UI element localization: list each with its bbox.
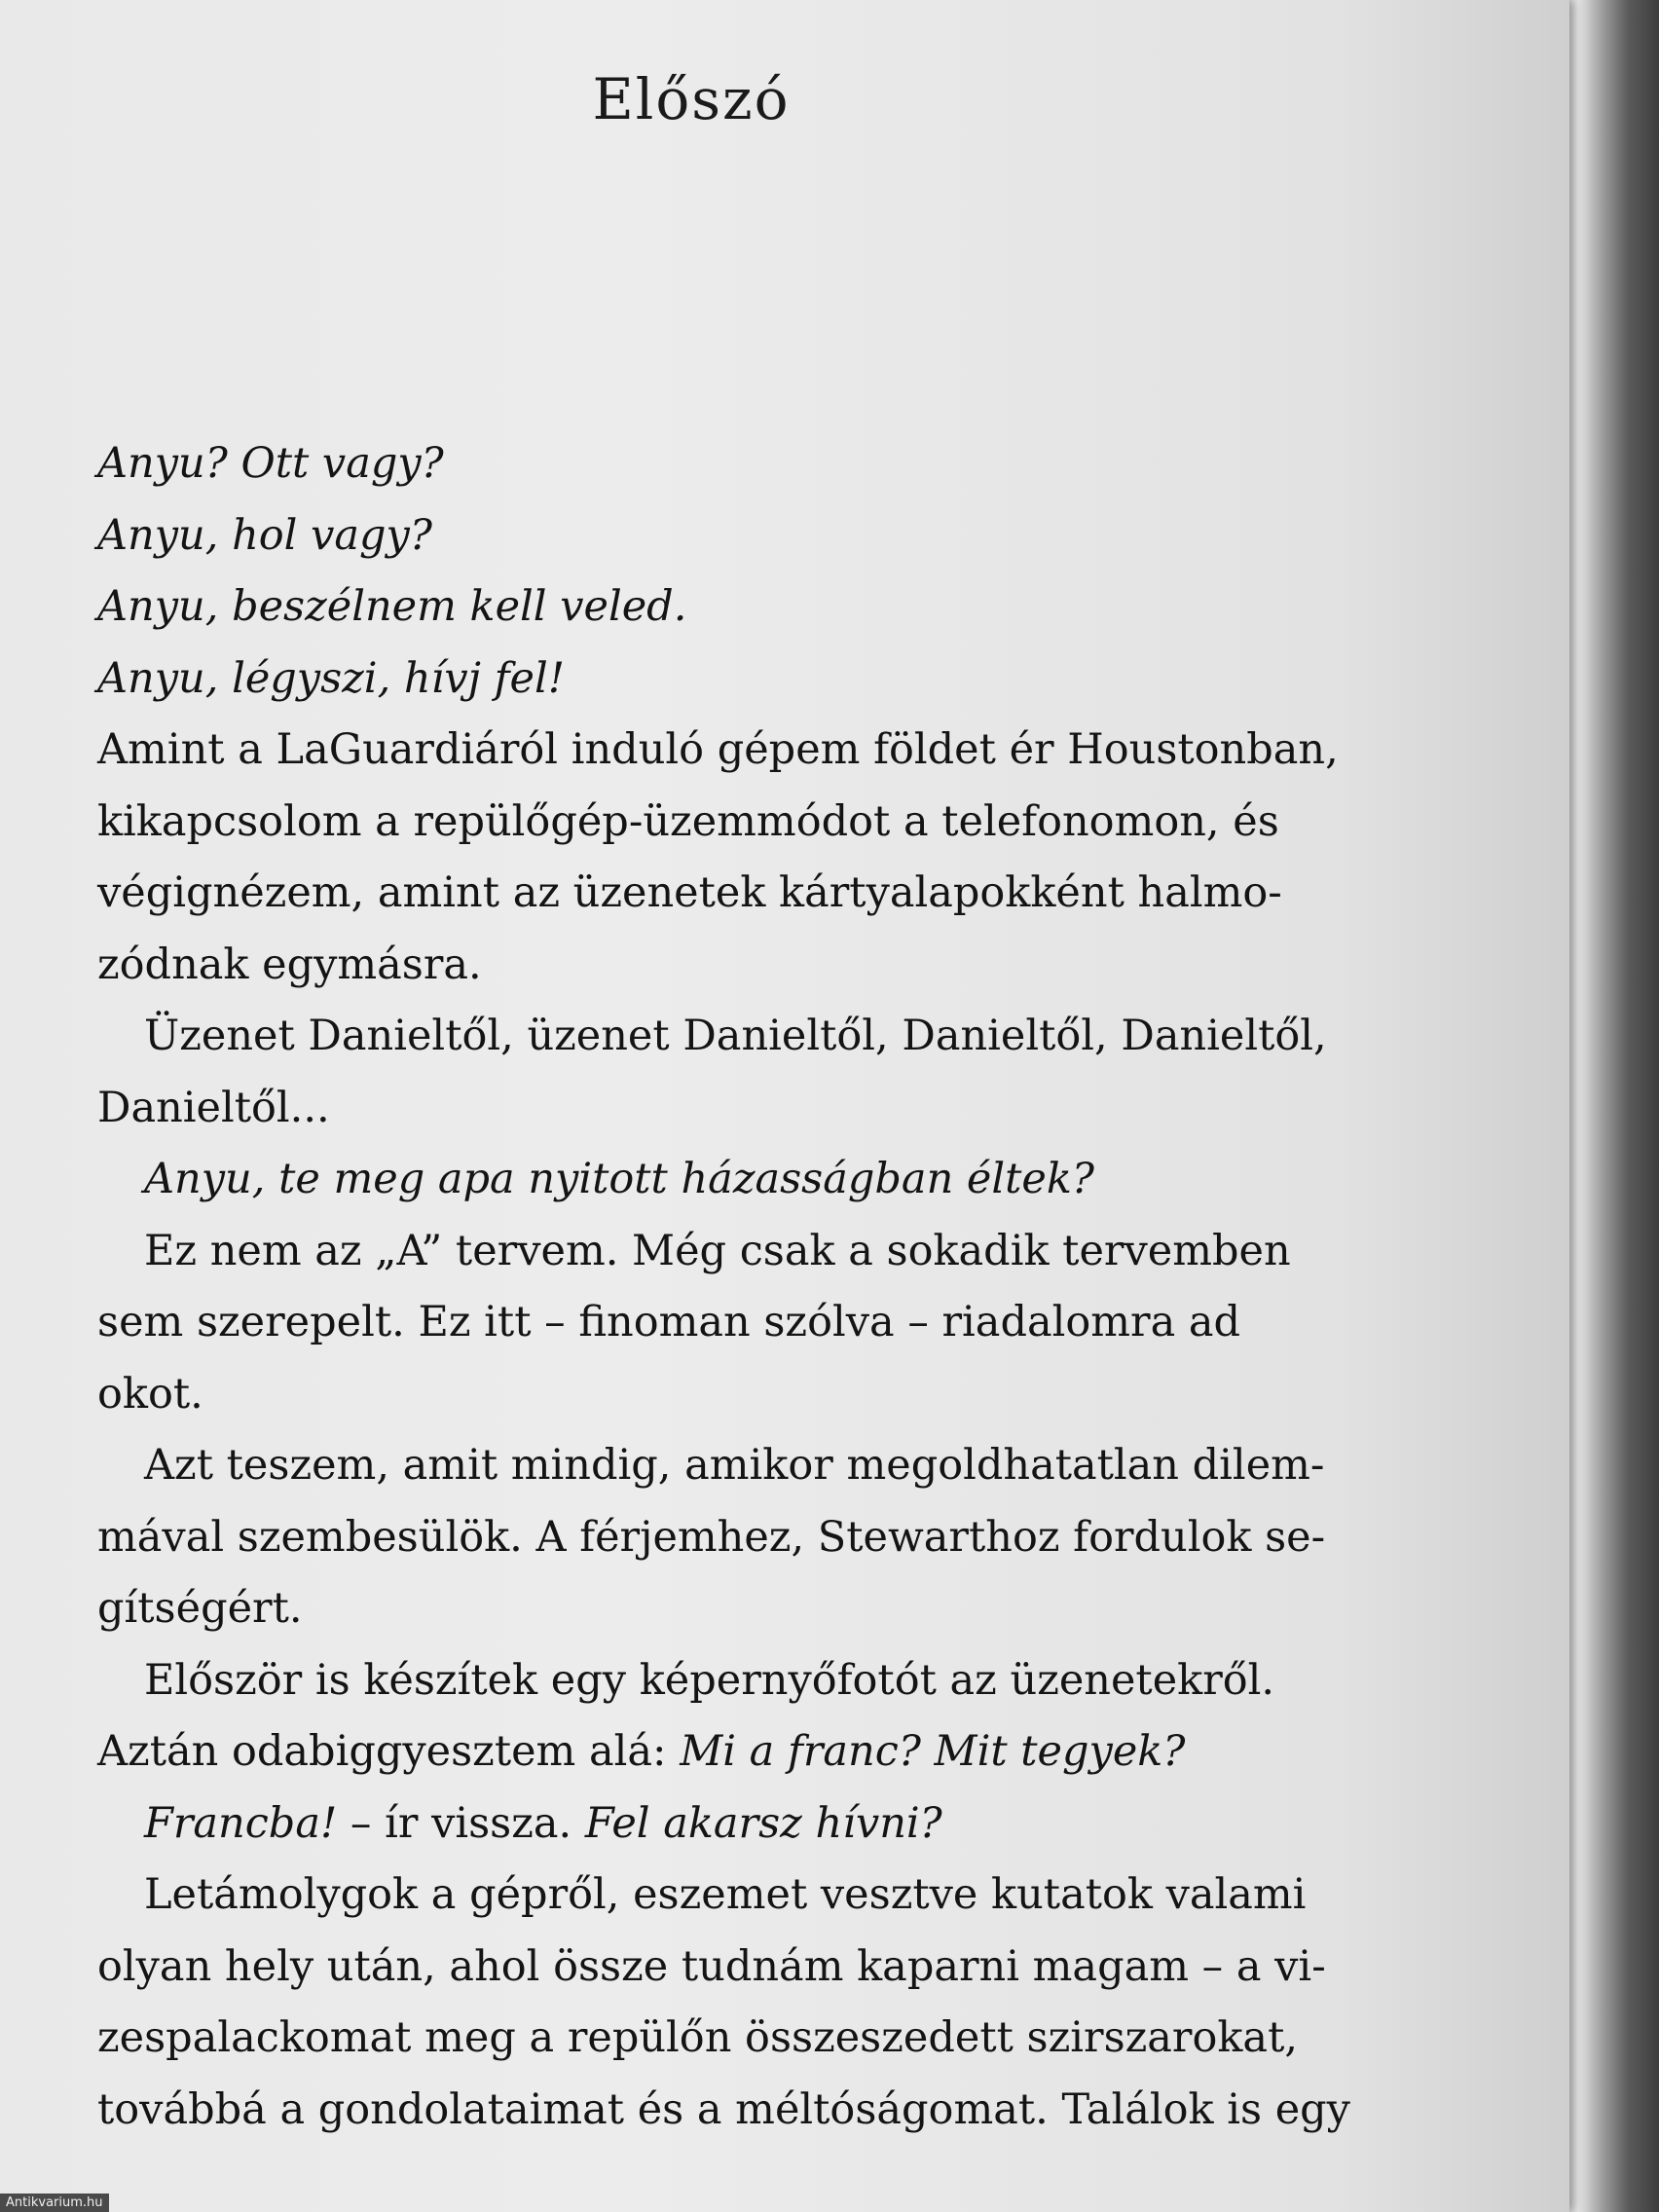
- text-line: [97, 1788, 1305, 1861]
- text-segment: Aztán odabiggyesztem alá:: [97, 1727, 681, 1776]
- text-line: Anyu? Ott vagy?: [97, 439, 444, 488]
- text-line: Danieltől...: [97, 1083, 330, 1132]
- text-segment-italic: Mi a franc? Mit tegyek?: [680, 1727, 1186, 1776]
- text-line: Amint a LaGuardiáról induló gépem földet ér Houstonban,: [97, 725, 1339, 774]
- text-line: mával szembesülök. A férjemhez, Stewarthoz fordulok se-: [97, 1512, 1326, 1562]
- text-line: Anyu, te meg apa nyitott házasságban éltek?: [144, 1155, 1094, 1203]
- text-segment-italic: Fel akarsz hívni?: [584, 1798, 942, 1848]
- chapter-body: [97, 428, 1350, 2146]
- text-line: Üzenet Danieltől, üzenet Danieltől, Danieltől, Danieltől,: [144, 1012, 1327, 1060]
- text-line: [97, 1716, 1305, 1788]
- text-segment-italic: Francba!: [144, 1798, 338, 1848]
- text-line: Anyu, légyszi, hívj fel!: [97, 653, 566, 703]
- text-line: kikapcsolom a repülőgép-üzemmódot a telefonomon, és: [97, 796, 1279, 846]
- text-line: okot.: [97, 1369, 203, 1419]
- text-line: zódnak egymásra.: [97, 940, 482, 989]
- text-line: továbbá a gondolataimat és a méltóságomat. Találok is egy: [97, 2084, 1350, 2134]
- text-line: Azt teszem, amit mindig, amikor megoldhatatlan dilem-: [144, 1441, 1325, 1490]
- chapter-title: Előszó: [592, 66, 791, 132]
- watermark: Antikvarium.hu: [0, 2194, 109, 2212]
- text-line: Először is készítek egy képernyőfotót az üzenetekről.: [144, 1655, 1275, 1705]
- text-line: zespalackomat meg a repülőn összeszedett szirszarokat,: [97, 2013, 1299, 2062]
- text-line: sem szerepelt. Ez itt – finoman szólva – riadalomra ad: [97, 1298, 1241, 1346]
- book-edge: [1558, 0, 1659, 2212]
- text-line: Ez nem az „A” tervem. Még csak a sokadik tervemben: [144, 1226, 1291, 1275]
- text-line: Anyu, hol vagy?: [97, 510, 432, 560]
- text-line: végignézem, amint az üzenetek kártyalapokként halmo-: [97, 868, 1282, 917]
- text-line: olyan hely után, ahol össze tudnám kaparni magam – a vi-: [97, 1941, 1326, 1991]
- text-line: Anyu, beszélnem kell veled.: [97, 582, 687, 631]
- text-segment: – ír vissza.: [337, 1798, 585, 1848]
- text-line: gítségért.: [97, 1584, 303, 1633]
- text-line: Letámolygok a gépről, eszemet vesztve kutatok valami: [144, 1870, 1307, 1919]
